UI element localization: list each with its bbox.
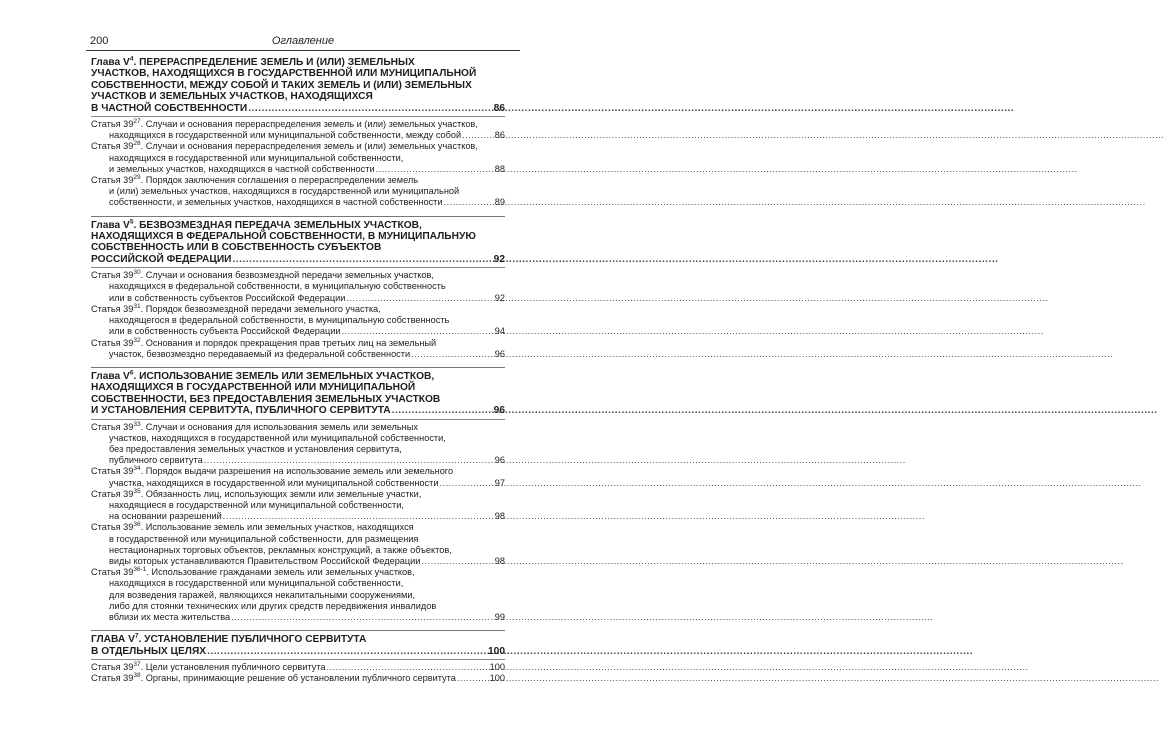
article-text	[109, 293, 345, 304]
article-text	[109, 545, 452, 556]
article-number-sup: 29	[133, 173, 141, 181]
toc-article-entry[interactable]	[91, 466, 505, 488]
article-page-number: 86	[494, 130, 505, 141]
article-line	[91, 175, 505, 186]
article-number-sup: 28	[133, 140, 141, 148]
article-text	[91, 567, 415, 578]
toc-article-entry[interactable]	[91, 141, 505, 175]
article-line	[91, 500, 505, 511]
article-label: Статья 39	[91, 141, 134, 152]
article-number-sup: 37	[133, 660, 141, 668]
article-page-number: 94	[494, 326, 505, 337]
article-line	[91, 304, 505, 315]
chapter-title-line	[91, 254, 505, 265]
chapter-title-text	[91, 68, 476, 79]
article-label: Статья 39	[91, 175, 134, 186]
article-number-sup: 38	[133, 672, 141, 680]
article-number-sup: 36-1	[133, 566, 147, 574]
toc-article-entry[interactable]	[91, 662, 505, 673]
article-line	[91, 612, 505, 623]
toc-article-entry[interactable]	[91, 489, 505, 523]
article-text	[109, 534, 418, 545]
article-text	[91, 338, 436, 349]
chapter-title-segment: НАХОДЯЩИХСЯ В ГОСУДАРСТВЕННОЙ ИЛИ МУНИЦИПАЛЬНОЙ	[91, 382, 416, 394]
toc-chapter	[91, 367, 505, 627]
chapter-number-sup: 5	[129, 218, 134, 226]
article-page-number: 96	[494, 455, 505, 466]
article-text	[109, 164, 375, 175]
article-list	[91, 659, 505, 688]
article-line	[91, 130, 505, 141]
article-title-segment: находящихся в государственной или муниципальной собственности, между собой	[109, 130, 462, 141]
article-title-segment: . Случаи и основания перераспределения земель и (или) земельных участков,	[140, 141, 478, 152]
article-text	[91, 119, 478, 130]
article-text	[109, 511, 222, 522]
chapter-title-segment: УЧАСТКОВ, НАХОДЯЩИХСЯ В ГОСУДАРСТВЕННОЙ ИЛИ МУНИЦИПАЛЬНОЙ	[91, 68, 477, 80]
chapter-number-sup: 7	[134, 632, 139, 640]
article-page-number: 99	[494, 611, 505, 622]
article-text	[109, 153, 403, 164]
article-title-segment: собственности, и земельных участков, находящихся в частной собственности	[109, 197, 443, 208]
chapter-label: ГЛАВА V	[91, 634, 135, 646]
page-number: 200	[90, 35, 109, 47]
toc-article-entry[interactable]	[91, 175, 505, 209]
article-text	[91, 304, 381, 315]
article-text	[109, 590, 415, 601]
article-title-segment: . Случаи и основания перераспределения земель и (или) земельных участков,	[140, 119, 478, 130]
dot-leader	[439, 478, 493, 489]
chapter-page-number: 86	[493, 102, 505, 114]
article-text	[109, 433, 446, 444]
article-text	[109, 455, 203, 466]
article-page-number: 100	[489, 673, 505, 684]
article-text	[91, 175, 418, 186]
article-title-segment: . Случаи и основания безвозмездной передачи земельных участков,	[140, 270, 434, 281]
article-title-segment: находящихся в государственной или муниципальной собственности,	[109, 152, 404, 163]
chapter-label: Глава V	[91, 219, 130, 231]
article-text	[109, 197, 443, 208]
chapter-title-text	[91, 91, 373, 102]
toc-article-entry[interactable]	[91, 567, 505, 623]
article-number-sup: 36	[133, 521, 141, 529]
article-title-segment: для возведения гаражей, являющихся некапитальными сооружениями,	[109, 589, 415, 600]
chapter-title-segment: . УСТАНОВЛЕНИЕ ПУБЛИЧНОГО СЕРВИТУТА	[138, 634, 367, 646]
chapter-title-line	[91, 231, 505, 242]
article-title-segment: . Основания и порядок прекращения прав третьих лиц на земельный	[140, 337, 437, 348]
article-title-segment: вблизи их места жительства	[109, 611, 231, 622]
chapter-title-segment: СОБСТВЕННОСТИ, БЕЗ ПРЕДОСТАВЛЕНИЯ ЗЕМЕЛЬНЫХ УЧАСТКОВ	[91, 393, 441, 405]
article-line	[91, 119, 505, 130]
dot-leader	[204, 455, 494, 466]
chapter-title-text	[91, 634, 366, 645]
article-page-number: 88	[494, 163, 505, 174]
chapter-title-text	[91, 394, 440, 405]
chapter-number-sup: 6	[129, 369, 134, 377]
article-line	[91, 489, 505, 500]
chapter-title-line	[91, 371, 505, 382]
toc-chapter	[91, 216, 505, 364]
article-title-segment: . Использование гражданами земель или земельных участков,	[146, 567, 415, 578]
chapter-page-number: 100	[488, 645, 505, 657]
article-label: Статья 39	[91, 522, 134, 533]
article-text	[109, 326, 341, 337]
chapter-title-text	[91, 220, 422, 231]
article-number-sup: 32	[133, 336, 141, 344]
article-text	[91, 673, 456, 684]
chapter-title-segment: В ОТДЕЛЬНЫХ ЦЕЛЯХ	[91, 645, 207, 657]
chapter-title-segment: . ПЕРЕРАСПРЕДЕЛЕНИЕ ЗЕМЕЛЬ И (ИЛИ) ЗЕМЕЛЬНЫХ	[133, 57, 415, 68]
article-page-number: 98	[494, 555, 505, 566]
article-title-segment: . Порядок заключения соглашения о перераспределении земель	[140, 175, 419, 186]
article-line	[91, 349, 505, 360]
article-text	[91, 270, 434, 281]
dot-leader	[376, 164, 494, 175]
article-list	[91, 419, 505, 628]
chapter-title-text	[91, 103, 247, 114]
article-title-segment: участков, находящихся в государственной или муниципальной собственности,	[109, 432, 446, 443]
article-line	[91, 153, 505, 164]
article-title-segment: и (или) земельных участков, находящихся в государственной или муниципальной	[109, 186, 460, 197]
article-line	[91, 197, 505, 208]
chapter-title-text	[91, 382, 415, 393]
article-page-number: 100	[489, 662, 505, 672]
article-line	[91, 270, 505, 281]
article-number-sup: 30	[133, 269, 141, 277]
chapter-title-text	[91, 242, 381, 253]
article-title-segment: участка, находящихся в государственной или муниципальной собственности	[109, 477, 439, 488]
article-title-segment: находящиеся в государственной или муниципальной собственности,	[109, 499, 404, 510]
toc-chapter	[91, 57, 505, 213]
article-label: Статья 39	[91, 488, 134, 499]
article-title-segment: участок, безвозмездно передаваемый из федеральной собственности	[109, 348, 411, 359]
dot-leader	[411, 349, 494, 360]
article-line	[91, 338, 505, 349]
article-list	[91, 267, 505, 364]
chapter-title-text	[91, 57, 415, 68]
article-label: Статья 39	[91, 303, 134, 314]
article-page-number: 89	[494, 197, 505, 208]
article-title-segment: без предоставления земельных участков и установления сервитута,	[109, 443, 402, 454]
article-line	[91, 433, 505, 444]
article-label: Статья 39	[91, 337, 134, 348]
article-text	[109, 186, 459, 197]
article-line	[91, 422, 505, 433]
chapter-title-line	[91, 220, 505, 231]
article-title-segment: . Органы, принимающие решение об установлении публичного сервитута	[140, 673, 456, 684]
article-text	[91, 466, 453, 477]
article-text	[91, 489, 421, 500]
article-title-segment: виды которых устанавливаются Правительством Российской Федерации	[109, 555, 421, 566]
article-label: Статья 39	[91, 270, 134, 281]
article-number-sup: 31	[133, 302, 141, 310]
article-page-number: 96	[494, 348, 505, 359]
article-label: Статья 39	[91, 119, 134, 130]
dot-leader	[232, 254, 492, 265]
article-title-segment: находящегося в федеральной собственности, в муниципальную собственность	[109, 315, 450, 326]
article-text	[109, 444, 402, 455]
chapter-title-segment: НАХОДЯЩИХСЯ В ФЕДЕРАЛЬНОЙ СОБСТВЕННОСТИ, В МУНИЦИПАЛЬНУЮ	[91, 231, 476, 243]
chapter-title-line	[91, 68, 505, 79]
chapter-title-text	[91, 231, 476, 242]
chapter-title-segment: . ИСПОЛЬЗОВАНИЕ ЗЕМЕЛЬ ИЛИ ЗЕМЕЛЬНЫХ УЧАСТКОВ,	[133, 370, 435, 382]
chapter-title-line	[91, 405, 505, 416]
chapter-page-number: 96	[493, 405, 505, 417]
article-line	[91, 556, 505, 567]
toc-article-entry[interactable]	[91, 338, 505, 360]
article-title-segment: публичного сервитута	[109, 455, 203, 466]
dot-leader	[421, 556, 493, 567]
chapter-title-text	[91, 646, 206, 657]
article-line	[91, 141, 505, 152]
article-line	[91, 534, 505, 545]
article-title-segment: . Обязанность лиц, использующих земли или земельные участки,	[140, 488, 422, 499]
article-line	[91, 578, 505, 589]
dot-leader	[248, 103, 492, 114]
chapter-heading[interactable]	[91, 634, 505, 657]
chapter-number-sup: 4	[129, 55, 134, 63]
article-number-sup: 33	[133, 420, 141, 428]
toc-article-entry[interactable]	[91, 422, 505, 467]
chapter-title-line	[91, 103, 505, 114]
article-line	[91, 293, 505, 304]
dot-leader	[207, 646, 487, 657]
chapter-title-segment: СОБСТВЕННОСТЬ ИЛИ В СОБСТВЕННОСТЬ СУБЪЕКТОВ	[91, 242, 382, 254]
dot-leader	[444, 197, 494, 208]
chapter-label: Глава V	[91, 57, 130, 68]
article-line	[91, 662, 505, 673]
article-text	[91, 662, 325, 673]
dot-leader	[342, 326, 494, 337]
article-title-segment: . Порядок выдачи разрешения на использование земель или земельного	[140, 466, 454, 477]
article-text	[109, 349, 410, 360]
article-text	[109, 130, 461, 141]
article-title-segment: находящихся в государственной или муниципальной собственности,	[109, 578, 404, 589]
chapter-title-line	[91, 57, 505, 68]
dot-leader	[392, 405, 493, 416]
article-number-sup: 27	[133, 117, 141, 125]
article-title-segment: либо для стоянки технических или других средств передвижения инвалидов	[109, 600, 437, 611]
chapter-title-segment: И УСТАНОВЛЕНИЯ СЕРВИТУТА, ПУБЛИЧНОГО СЕРВИТУТА	[91, 405, 391, 417]
chapter-title-line	[91, 91, 505, 102]
toc-article-entry[interactable]	[91, 673, 505, 684]
article-page-number: 97	[494, 477, 505, 488]
article-title-segment: . Цели установления публичного сервитута	[140, 662, 326, 672]
chapter-title-segment: В ЧАСТНОЙ СОБСТВЕННОСТИ	[91, 102, 248, 114]
article-text	[109, 578, 403, 589]
article-text	[109, 500, 404, 511]
dot-leader	[457, 673, 489, 684]
article-page-number: 92	[494, 292, 505, 303]
article-text	[109, 556, 420, 567]
running-title: Оглавление	[271, 35, 335, 47]
article-text	[109, 601, 436, 612]
chapter-title-segment: РОССИЙСКОЙ ФЕДЕРАЦИИ	[91, 253, 232, 265]
article-line	[91, 567, 505, 578]
chapter-label: Глава V	[91, 370, 130, 382]
article-title-segment: или в собственность субъектов Российской Федерации	[109, 292, 346, 303]
article-number-sup: 35	[133, 487, 141, 495]
chapter-heading[interactable]	[91, 371, 505, 417]
article-line	[91, 466, 505, 477]
chapter-heading[interactable]	[91, 57, 505, 114]
chapter-title-segment: СОБСТВЕННОСТИ, МЕЖДУ СОБОЙ И ТАКИХ ЗЕМЕЛЬ И (ИЛИ) ЗЕМЕЛЬНЫХ	[91, 79, 472, 91]
chapter-title-line	[91, 394, 505, 405]
article-label: Статья 39	[91, 567, 134, 578]
chapter-heading[interactable]	[91, 220, 505, 266]
dot-leader	[231, 612, 494, 623]
article-label: Статья 39	[91, 662, 134, 672]
article-text	[109, 612, 230, 623]
toc-article-entry[interactable]	[91, 119, 505, 141]
article-title-segment: находящихся в федеральной собственности, в муниципальную собственность	[109, 281, 446, 292]
toc-article-entry[interactable]	[91, 270, 505, 304]
chapter-title-text	[91, 371, 434, 382]
article-label: Статья 39	[91, 421, 134, 432]
dot-leader	[346, 293, 493, 304]
article-line	[91, 326, 505, 337]
article-line	[91, 455, 505, 466]
chapter-title-segment: . БЕЗВОЗМЕЗДНАЯ ПЕРЕДАЧА ЗЕМЕЛЬНЫХ УЧАСТКОВ,	[133, 219, 422, 231]
article-title-segment: и земельных участков, находящихся в частной собственности	[109, 163, 375, 174]
article-line	[91, 281, 505, 292]
article-label: Статья 39	[91, 673, 134, 684]
toc-article-entry[interactable]	[91, 304, 505, 338]
article-line	[91, 511, 505, 522]
article-line	[91, 186, 505, 197]
article-title-segment: в государственной или муниципальной собственности, для размещения	[109, 533, 419, 544]
chapter-title-line	[91, 382, 505, 393]
article-text	[109, 281, 446, 292]
dot-leader	[326, 662, 488, 673]
chapter-title-text	[91, 405, 391, 416]
article-line	[91, 522, 505, 533]
chapter-page-number: 92	[493, 253, 505, 265]
article-line	[91, 315, 505, 326]
article-page-number: 98	[494, 511, 505, 522]
article-title-segment: нестационарных торговых объектов, рекламных конструкций, а также объектов,	[109, 544, 452, 555]
article-title-segment: . Использование земель или земельных участков, находящихся	[140, 522, 414, 533]
chapter-title-line	[91, 80, 505, 91]
article-text	[91, 522, 414, 533]
article-title-segment: на основании разрешений	[109, 511, 222, 522]
dot-leader	[462, 130, 494, 141]
article-line	[91, 545, 505, 556]
article-text	[109, 478, 438, 489]
article-title-segment: . Случаи и основания для использования земель или земельных	[140, 421, 418, 432]
chapter-title-text	[91, 254, 231, 265]
article-title-segment: или в собственность субъекта Российской Федерации	[109, 326, 341, 337]
article-line	[91, 601, 505, 612]
article-text	[91, 422, 418, 433]
toc-chapter	[91, 630, 505, 688]
article-line	[91, 590, 505, 601]
article-number-sup: 34	[133, 465, 141, 473]
chapter-title-line	[91, 646, 505, 657]
article-text	[109, 315, 449, 326]
chapter-title-text	[91, 80, 472, 91]
article-title-segment: . Порядок безвозмездной передачи земельного участка,	[140, 303, 381, 314]
chapter-title-line	[91, 242, 505, 253]
dot-leader	[223, 511, 494, 522]
article-line	[91, 164, 505, 175]
page-header	[86, 34, 520, 51]
article-line	[91, 673, 505, 684]
toc-article-entry[interactable]	[91, 522, 505, 567]
article-label: Статья 39	[91, 466, 134, 477]
chapter-title-line	[91, 634, 505, 645]
article-text	[91, 141, 478, 152]
article-list	[91, 116, 505, 213]
chapter-title-segment: УЧАСТКОВ И ЗЕМЕЛЬНЫХ УЧАСТКОВ, НАХОДЯЩИХСЯ	[91, 91, 373, 103]
table-of-contents	[91, 57, 505, 688]
article-line	[91, 444, 505, 455]
article-line	[91, 478, 505, 489]
